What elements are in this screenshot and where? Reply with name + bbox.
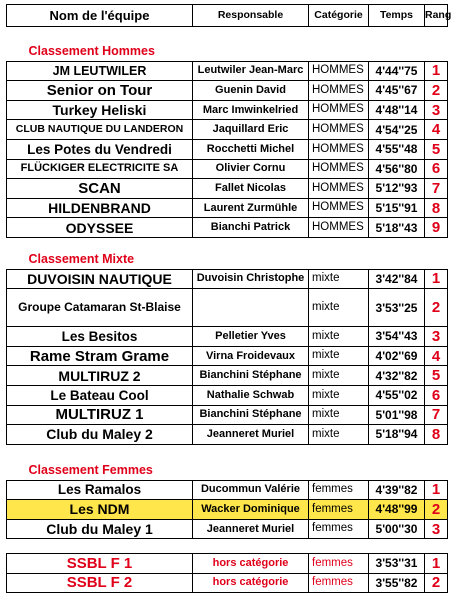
time: 4'32''82 (369, 366, 425, 386)
table-row (7, 100, 448, 120)
team-name: DUVOISIN NAUTIQUE (7, 269, 193, 289)
rank: 1 (425, 480, 448, 500)
section-femmes (6, 461, 448, 539)
time: 4'48''14 (369, 100, 425, 120)
rank: 4 (425, 120, 448, 140)
time: 4'55''02 (369, 385, 425, 405)
header-responsible: Responsable (193, 5, 309, 27)
team-name: Les NDM (7, 500, 193, 520)
section-title: Classement Femmes (7, 461, 448, 480)
rank: 4 (425, 346, 448, 366)
category: femmes (309, 519, 369, 539)
rank: 1 (425, 269, 448, 289)
section-title-row (7, 250, 448, 269)
category: mixte (309, 366, 369, 386)
section-title-row (7, 461, 448, 480)
category: HOMMES (309, 100, 369, 120)
responsible: Bianchini Stéphane (193, 405, 309, 425)
rank: 8 (425, 198, 448, 218)
team-name: Turkey Heliski (7, 100, 193, 120)
responsible: Jeanneret Muriel (193, 519, 309, 539)
category: mixte (309, 327, 369, 347)
category: mixte (309, 269, 369, 289)
responsible: Nathalie Schwab (193, 385, 309, 405)
category: mixte (309, 405, 369, 425)
table-row (7, 269, 448, 289)
category: HOMMES (309, 61, 369, 81)
time: 3'53''31 (369, 554, 425, 574)
category: HOMMES (309, 120, 369, 140)
time: 5'00''30 (369, 519, 425, 539)
section-title: Classement Mixte (7, 250, 448, 269)
responsible: Wacker Dominique (193, 500, 309, 520)
team-name: CLUB NAUTIQUE DU LANDERON (7, 120, 193, 140)
category: femmes (309, 573, 369, 593)
rank: 6 (425, 385, 448, 405)
team-name: FLÜCKIGER ELECTRICITE SA (7, 159, 193, 179)
time: 3'42''84 (369, 269, 425, 289)
responsible: Laurent Zurmühle (193, 198, 309, 218)
category: femmes (309, 480, 369, 500)
responsible: hors catégorie (193, 573, 309, 593)
category: mixte (309, 385, 369, 405)
section-title: Classement Hommes (7, 42, 448, 61)
category: HOMMES (309, 198, 369, 218)
section-hommes (6, 42, 448, 238)
table-row (7, 159, 448, 179)
team-name: HILDENBRAND (7, 198, 193, 218)
rank: 5 (425, 366, 448, 386)
table-row (7, 425, 448, 445)
responsible: Marc Imwinkelried (193, 100, 309, 120)
header-table (6, 4, 452, 27)
team-name: SSBL F 2 (7, 573, 193, 593)
header-time: Temps (369, 5, 425, 27)
rank: 8 (425, 425, 448, 445)
responsible: Duvoisin Christophe (193, 269, 309, 289)
category: mixte (309, 425, 369, 445)
rank: 3 (425, 327, 448, 347)
time: 4'54''25 (369, 120, 425, 140)
team-name: SSBL F 1 (7, 554, 193, 574)
category: femmes (309, 500, 369, 520)
time: 5'15''91 (369, 198, 425, 218)
time: 5'18''94 (369, 425, 425, 445)
table-row (7, 327, 448, 347)
table-row (7, 198, 448, 218)
rank: 5 (425, 139, 448, 159)
responsible: Jeanneret Muriel (193, 425, 309, 445)
table-row (7, 573, 448, 593)
team-name: SCAN (7, 179, 193, 199)
team-name: Club du Maley 1 (7, 519, 193, 539)
category: HOMMES (309, 81, 369, 101)
rank: 1 (425, 554, 448, 574)
time: 5'18''43 (369, 218, 425, 238)
time: 4'39''82 (369, 480, 425, 500)
responsible: Virna Froidevaux (193, 346, 309, 366)
table-row (7, 385, 448, 405)
team-name: Rame Stram Grame (7, 346, 193, 366)
header-rank: Rang (425, 5, 448, 27)
team-name: Senior on Tour (7, 81, 193, 101)
category: HOMMES (309, 179, 369, 199)
table-row (7, 289, 448, 327)
table-row-highlighted (7, 500, 448, 520)
table-row (7, 366, 448, 386)
time: 3'54''43 (369, 327, 425, 347)
team-name: Club du Maley 2 (7, 425, 193, 445)
table-row (7, 519, 448, 539)
rank: 7 (425, 179, 448, 199)
time: 4'56''80 (369, 159, 425, 179)
team-name: ODYSSEE (7, 218, 193, 238)
responsible: Pelletier Yves (193, 327, 309, 347)
time: 4'02''69 (369, 346, 425, 366)
table-row (7, 139, 448, 159)
table-row (7, 218, 448, 238)
team-name: Les Besitos (7, 327, 193, 347)
responsible: Rocchetti Michel (193, 139, 309, 159)
rank: 9 (425, 218, 448, 238)
section-mixte (6, 250, 448, 445)
table-row (7, 120, 448, 140)
table-row (7, 346, 448, 366)
table-row (7, 179, 448, 199)
responsible: Ducommun Valérie (193, 480, 309, 500)
header-team: Nom de l'équipe (7, 5, 193, 27)
rank: 2 (425, 500, 448, 520)
category: mixte (309, 346, 369, 366)
time: 5'12''93 (369, 179, 425, 199)
time: 4'48''99 (369, 500, 425, 520)
header-category: Catégorie (309, 5, 369, 27)
category: mixte (309, 289, 369, 327)
rank: 3 (425, 100, 448, 120)
category: HOMMES (309, 159, 369, 179)
responsible (193, 289, 309, 327)
team-name: Les Potes du Vendredi (7, 139, 193, 159)
responsible: hors catégorie (193, 554, 309, 574)
team-name: Groupe Catamaran St-Blaise (7, 289, 193, 327)
rank: 2 (425, 289, 448, 327)
responsible: Jaquillard Eric (193, 120, 309, 140)
team-name: JM LEUTWILER (7, 61, 193, 81)
time: 5'01''98 (369, 405, 425, 425)
team-name: MULTIRUZ 1 (7, 405, 193, 425)
table-row (7, 81, 448, 101)
rank: 3 (425, 519, 448, 539)
table-row (7, 554, 448, 574)
team-name: Le Bateau Cool (7, 385, 193, 405)
team-name: Les Ramalos (7, 480, 193, 500)
time: 3'53''25 (369, 289, 425, 327)
table-row (7, 480, 448, 500)
time: 4'45''67 (369, 81, 425, 101)
responsible: Leutwiler Jean-Marc (193, 61, 309, 81)
category: HOMMES (309, 139, 369, 159)
team-name: MULTIRUZ 2 (7, 366, 193, 386)
rank: 2 (425, 573, 448, 593)
category: femmes (309, 554, 369, 574)
category: HOMMES (309, 218, 369, 238)
responsible: Guenin David (193, 81, 309, 101)
responsible: Olivier Cornu (193, 159, 309, 179)
rank: 7 (425, 405, 448, 425)
time: 4'55''48 (369, 139, 425, 159)
section-title-row (7, 42, 448, 61)
responsible: Fallet Nicolas (193, 179, 309, 199)
responsible: Bianchi Patrick (193, 218, 309, 238)
rank: 1 (425, 61, 448, 81)
time: 3'55''82 (369, 573, 425, 593)
table-row (7, 61, 448, 81)
section-femmes-extra (6, 553, 448, 593)
responsible: Bianchini Stéphane (193, 366, 309, 386)
table-row (7, 405, 448, 425)
rank: 6 (425, 159, 448, 179)
time: 4'44''75 (369, 61, 425, 81)
rank: 2 (425, 81, 448, 101)
header-row (7, 5, 448, 27)
